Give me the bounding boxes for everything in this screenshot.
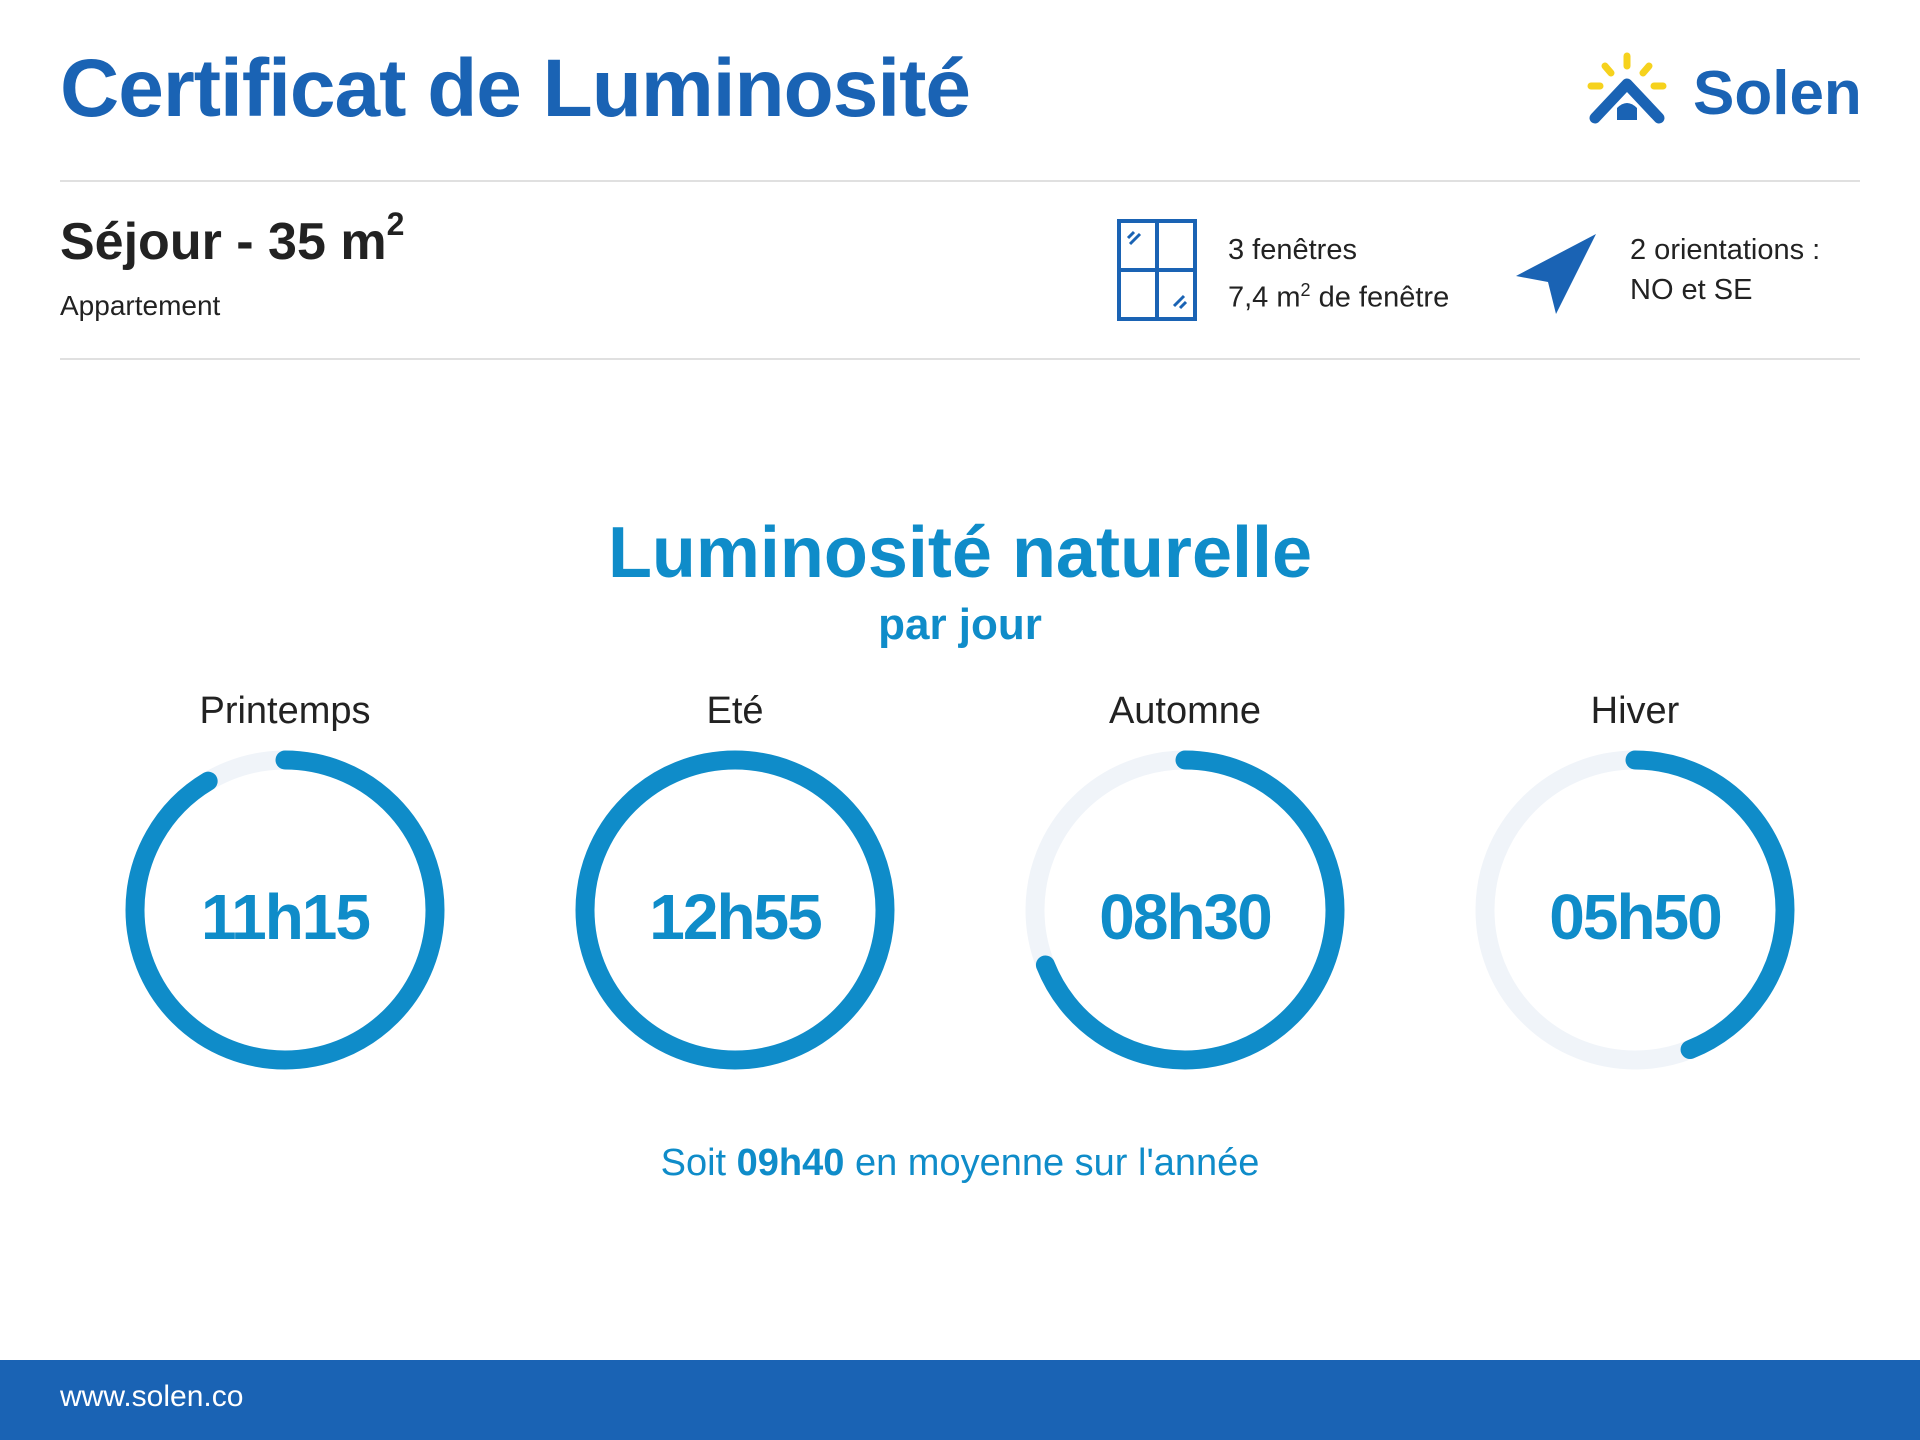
info-divider: [60, 358, 1860, 360]
window-icon: [1116, 218, 1198, 322]
season-card: [1015, 680, 1355, 1080]
header-divider: [60, 180, 1860, 182]
room-name-text: Séjour - 35 m: [60, 213, 387, 271]
navigation-arrow-icon: [1512, 228, 1598, 314]
brand-name: Solen: [1693, 59, 1862, 128]
summary-value: 09h40: [736, 1142, 845, 1184]
section-title: Luminosité naturelle: [607, 513, 1313, 593]
season-value: 11h15: [201, 881, 369, 953]
windows-info: [1228, 230, 1449, 318]
windows-area-value: 7,4 m: [1228, 281, 1301, 314]
season-card: [115, 680, 455, 1080]
season-label: Hiver: [1590, 690, 1680, 732]
windows-area-suffix: de fenêtre: [1310, 281, 1450, 314]
room-type: Appartement: [60, 290, 221, 321]
season-value: 05h50: [1549, 881, 1721, 953]
windows-area: [1228, 270, 1449, 318]
orientation-directions: NO et SE: [1630, 274, 1753, 306]
solen-logo[interactable]: [1585, 52, 1865, 132]
season-label: Printemps: [199, 690, 371, 732]
windows-count: 3 fenêtres: [1228, 234, 1357, 266]
footer: [0, 1360, 1920, 1440]
page-title: Certificat de Luminosité: [60, 43, 971, 134]
orientation-info: [1630, 230, 1820, 310]
season-label: Automne: [1108, 690, 1262, 732]
room-name-superscript: 2: [386, 206, 405, 242]
sun-house-icon: [1585, 52, 1685, 132]
orientation-count: 2 orientations :: [1630, 234, 1821, 266]
season-label: Eté: [706, 690, 764, 732]
room-title: [60, 206, 405, 272]
summary-suffix: en moyenne sur l'année: [844, 1142, 1260, 1184]
season-value: 12h55: [649, 881, 821, 953]
season-card: [565, 680, 905, 1080]
yearly-average: [0, 1142, 1920, 1185]
section-subtitle: par jour: [878, 600, 1042, 649]
windows-area-superscript: 2: [1300, 280, 1311, 300]
season-card: [1465, 680, 1805, 1080]
summary-prefix: Soit: [660, 1142, 737, 1184]
footer-website-link[interactable]: www.solen.co: [60, 1380, 244, 1413]
season-value: 08h30: [1099, 881, 1271, 953]
